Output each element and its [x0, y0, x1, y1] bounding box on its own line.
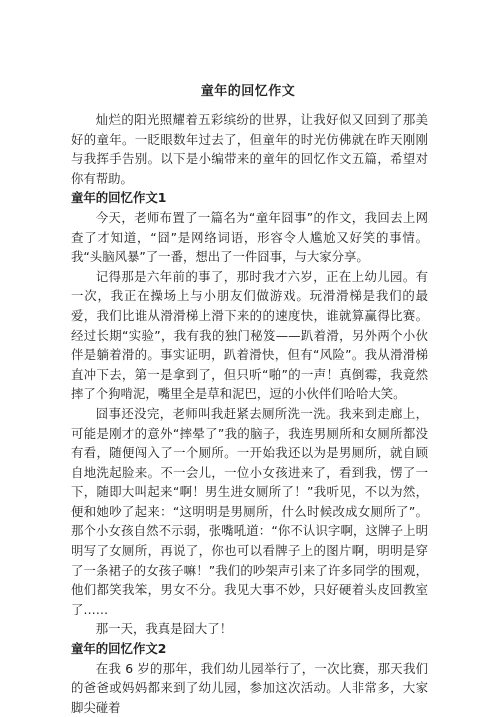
section-heading: 童年的回忆作文1 [71, 190, 167, 206]
body-paragraph: 囧事还没完，老师叫我赶紧去厕所洗一洗。我来到走廊上，可能是刚才的意外“摔晕了”我的脑子，我连男厕所和女厕所都没有看，随便闯入了一个厕所。一开始我还以为是男厕所，就自顾自地洗起脸来。不一会儿，一位小女孩进来了，看到我，愣了一下，随即大叫起来“啊！男生进女厕所了！”我听见，不以为然，便和她吵了起来：“这明明是男厕所，什么时候改成女厕所了”。那个小女孩自然不示弱，张嘴吼道：“你不认识字啊，这牌子上明明写了女厕所，再说了，你也可以看牌子上的图片啊，明明是穿了一条裙子的女孩子嘛！”我们的吵架声引来了许多同学的围观，他们都笑我笨，男女不分。我见大事不妙，只好硬着头皮回教室了…… [71, 405, 428, 617]
document-title: 童年的回忆作文 [200, 84, 296, 99]
body-paragraph: 今天，老师布置了一篇名为“童年囧事”的作文，我回去上网查了才知道，“囧”是网络词语，形容令人尴尬又好笑的事情。我“头脑风暴”了一番，想出了一件囧事，与大家分享。 [71, 209, 428, 265]
body-paragraph: 记得那是六年前的事了，那时我才六岁，正在上幼儿园。有一次，我正在操场上与小朋友们做游戏。玩滑滑梯是我们的最爱，我们比谁从滑滑梯上滑下来的的速度快，谁就算赢得比赛。经过长期“实验”，我有我的独门秘笈——趴着滑，另外两个小伙伴是躺着滑的。事实证明，趴着滑快，但有“风险”。我从滑滑梯直冲下去，第一是拿到了，但只听“啪”的一声！真倒霉，我竟然摔了个狗啃泥，嘴里全是草和泥巴，逗的小伙伴们哈哈大笑。 [71, 268, 428, 402]
section-heading: 童年的回忆作文2 [71, 641, 167, 657]
intro-paragraph: 灿烂的阳光照耀着五彩缤纷的世界，让我好似又回到了那美好的童年。一眨眼数年过去了，但童年的时光仿佛就在昨天刚刚与我挥手告别。以下是小编带来的童年的回忆作文五篇，希望对你有帮助。 [71, 112, 428, 186]
document-body [71, 110, 428, 717]
body-paragraph: 在我 6 岁的那年，我们幼儿园举行了，一次比赛，那天我们的爸爸或妈妈都来到了幼儿园，参加这次活动。人非常多，大家脚尖碰着 [71, 660, 428, 715]
body-paragraph: 那一天，我真是囧大了！ [95, 621, 233, 637]
